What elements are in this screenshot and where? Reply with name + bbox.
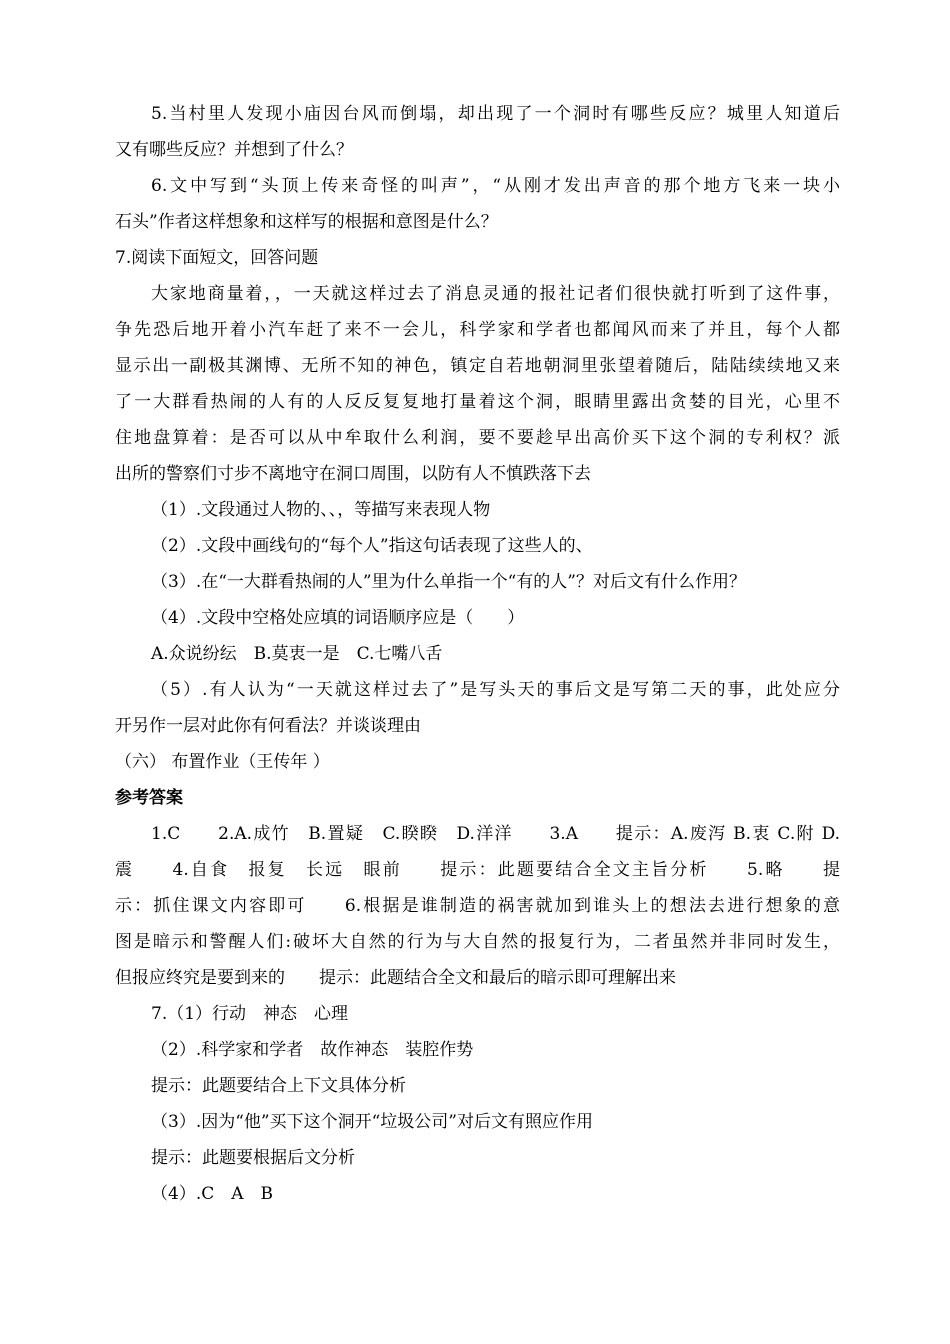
passage-line-5: 住地盘算着：是否可以从中牟取什么利润，要不要趁早出高价买下这个洞的专利权？派 — [115, 428, 840, 448]
document-page — [115, 96, 840, 1212]
question-5-line-1: 5.当村里人发现小庙因台风而倒塌，却出现了一个洞时有哪些反应？城里人知道后 — [151, 104, 840, 124]
sub-question-4: （4）.文段中空格处应填的词语顺序应是（ ） — [151, 608, 525, 628]
answer-line-3: 示：抓住课文内容即可 6.根据是谁制造的祸害就加到谁头上的想法去进行想象的意 — [115, 896, 840, 916]
sub-question-4-options: A.众说纷纭 B.莫衷一是 C.七嘴八舌 — [151, 644, 443, 664]
answer-line-2: 震 4.自食 报复 长远 眼前 提示：此题要结合全文主旨分析 5.略 提 — [115, 860, 840, 880]
answer-line-1: 1.C 2.A.成竹 B.置疑 C.睽睽 D.洋洋 3.A 提示：A.废泻 B.衷 C.附 D. — [151, 824, 840, 844]
passage-line-3: 显示出一副极其渊博、无所不知的神色，镇定自若地朝洞里张望着随后，陆陆续续地又来 — [115, 356, 840, 376]
passage-line-2: 争先恐后地开着小汽车赶了来不一会儿，科学家和学者也都闻风而来了并且，每个人都 — [115, 320, 840, 340]
answers-title: 参考答案 — [115, 788, 183, 808]
question-7-title: 7.阅读下面短文，回答问题 — [115, 248, 319, 268]
question-6-line-1: 6.文中写到“头顶上传来奇怪的叫声”，“从刚才发出声音的那个地方飞来一块小 — [151, 176, 840, 196]
question-5-line-2: 又有哪些反应？并想到了什么？ — [115, 140, 353, 160]
answer-7-2-hint: 提示：此题要结合上下文具体分析 — [151, 1076, 406, 1096]
homework-heading: （六） 布置作业（王传年 ） — [115, 752, 330, 772]
sub-question-5-line-1: （5）.有人认为“一天就这样过去了”是写头天的事后文是写第二天的事，此处应分 — [151, 680, 840, 700]
answer-7-3: （3）.因为“他”买下这个洞开“垃圾公司”对后文有照应作用 — [151, 1112, 593, 1132]
passage-line-4: 了一大群看热闹的人有的人反反复复地打量着这个洞，眼睛里露出贪婪的目光，心里不 — [115, 392, 840, 412]
sub-question-1: （1）.文段通过人物的、、，等描写来表现人物 — [151, 500, 491, 520]
answer-line-4: 图是暗示和警醒人们:破坏大自然的行为与大自然的报复行为，二者虽然并非同时发生， — [115, 932, 840, 952]
passage-line-6: 出所的警察们寸步不离地守在洞口周围，以防有人不慎跌落下去 — [115, 464, 591, 484]
passage-line-1: 大家地商量着，，一天就这样过去了消息灵通的报社记者们很快就打听到了这件事， — [151, 284, 840, 304]
answer-7-4: （4）.C A B — [151, 1184, 273, 1204]
sub-question-5-line-2: 开另作一层对此你有何看法？并谈谈理由 — [115, 716, 421, 736]
sub-question-2: （2）.文段中画线句的“每个人”指这句话表现了这些人的、 — [151, 536, 593, 556]
sub-question-3: （3）.在“一大群看热闹的人”里为什么单指一个“有的人”？对后文有什么作用？ — [151, 572, 746, 592]
answer-7-2: （2）.科学家和学者 故作神态 装腔作势 — [151, 1040, 474, 1060]
answer-7-1: 7.（1）行动 神态 心理 — [151, 1004, 349, 1024]
answer-7-3-hint: 提示：此题要根据后文分析 — [151, 1148, 355, 1168]
question-6-line-2: 石头”作者这样想象和这样写的根据和意图是什么？ — [115, 212, 498, 232]
answer-line-5: 但报应终究是要到来的 提示：此题结合全文和最后的暗示即可理解出来 — [115, 968, 676, 988]
